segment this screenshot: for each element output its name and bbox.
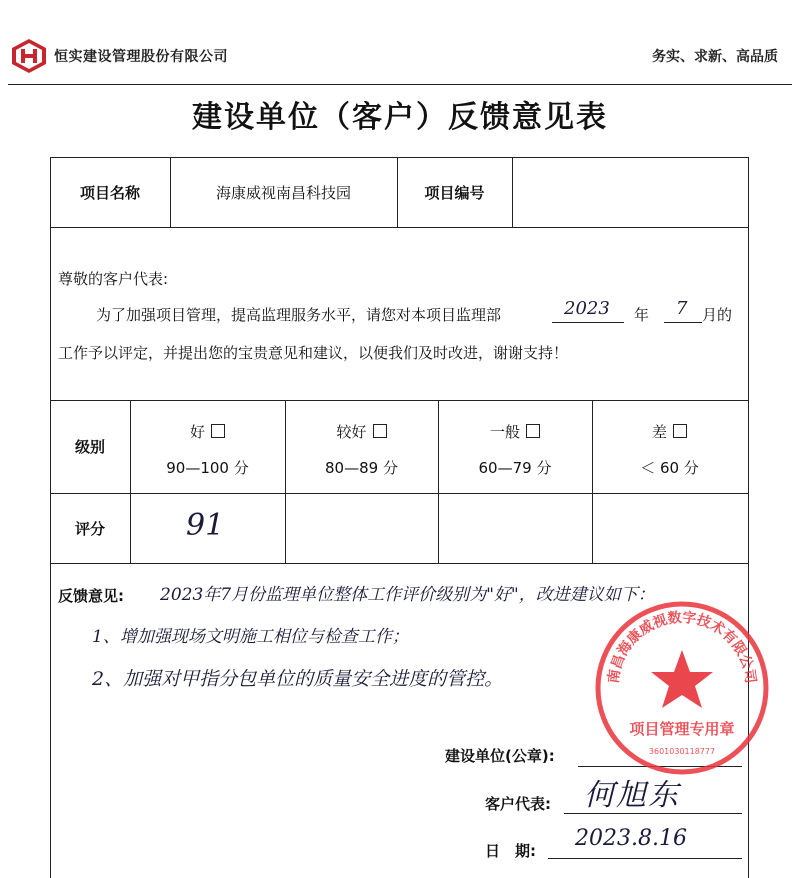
project-name-label: 项目名称 (79, 183, 140, 202)
score-label: 评分 (74, 519, 105, 538)
month-handwritten: 7 (676, 298, 688, 319)
checkbox-average[interactable] (526, 424, 540, 438)
rep-label: 客户代表: (485, 795, 551, 813)
stamp-number: 3601030118777 (648, 747, 716, 756)
stamp-center-text: 项目管理专用章 (629, 720, 735, 738)
project-name-value: 海康威视南昌科技园 (215, 183, 351, 202)
score-handwritten: 91 (186, 508, 225, 543)
feedback-line2: 1、增加强现场文明施工相位与检查工作； (92, 627, 409, 647)
header-divider (8, 84, 792, 85)
level-average-name: 一般 (489, 422, 520, 441)
row-divider (50, 400, 749, 401)
checkbox-poor[interactable] (673, 424, 687, 438)
company-logo-icon (10, 38, 48, 74)
level-fairly-good-range: 80—89 分 (325, 458, 398, 477)
date-label: 日 期: (485, 842, 536, 860)
row-divider (50, 227, 749, 228)
feedback-line3: 2、加强对甲指分包单位的质量安全进度的管控。 (92, 668, 504, 690)
month-underline (664, 322, 702, 323)
company-motto: 务实、求新、高品质 (652, 49, 778, 65)
level-fairly-good (285, 412, 438, 450)
level-label: 级别 (74, 438, 105, 456)
level-poor-range: ＜ 60 分 (640, 458, 699, 477)
checkbox-fairly-good[interactable] (373, 424, 387, 438)
month-unit: 月的 (702, 306, 733, 324)
company-name: 恒实建设管理股份有限公司 (54, 49, 228, 65)
year-handwritten: 2023 (564, 298, 610, 319)
project-number-value (512, 157, 747, 227)
level-good-name: 好 (189, 422, 205, 441)
row-divider (50, 493, 749, 494)
level-average-range: 60—79 分 (478, 458, 552, 477)
project-number-label: 项目编号 (424, 183, 485, 202)
year-unit: 年 (634, 306, 650, 324)
level-fairly-good-name: 较好 (336, 422, 367, 441)
date-underline (548, 858, 742, 859)
year-underline (552, 322, 624, 323)
greeting-text: 尊敬的客户代表: (58, 270, 169, 288)
level-good-range: 90—100 分 (166, 458, 249, 477)
checkbox-good[interactable] (211, 424, 225, 438)
level-average (438, 412, 592, 450)
stamp-top-text: 南昌海康威视数字技术有限公司 (605, 609, 759, 685)
unit-seal-label: 建设单位(公章): (445, 747, 555, 765)
letter-line1: 为了加强项目管理，提高监理服务水平，请您对本项目监理部 (96, 306, 502, 324)
page-header (0, 0, 800, 90)
level-poor (592, 412, 747, 450)
document-title: 建设单位（客户）反馈意见表 (192, 100, 608, 135)
feedback-label: 反馈意见: (58, 587, 124, 605)
date-handwritten: 2023.8.16 (575, 826, 687, 851)
company-seal-stamp (592, 598, 772, 778)
row-divider (50, 563, 749, 564)
rep-signature: 何旭东 (584, 778, 680, 813)
letter-line2: 工作予以评定，并提出您的宝贵意见和建议，以便我们及时改进，谢谢支持！ (58, 344, 569, 362)
level-good (130, 412, 285, 450)
feedback-line1: 2023年7月份监理单位整体工作评价级别为"好"，改进建议如下： (160, 585, 655, 605)
level-poor-name: 差 (651, 422, 667, 441)
